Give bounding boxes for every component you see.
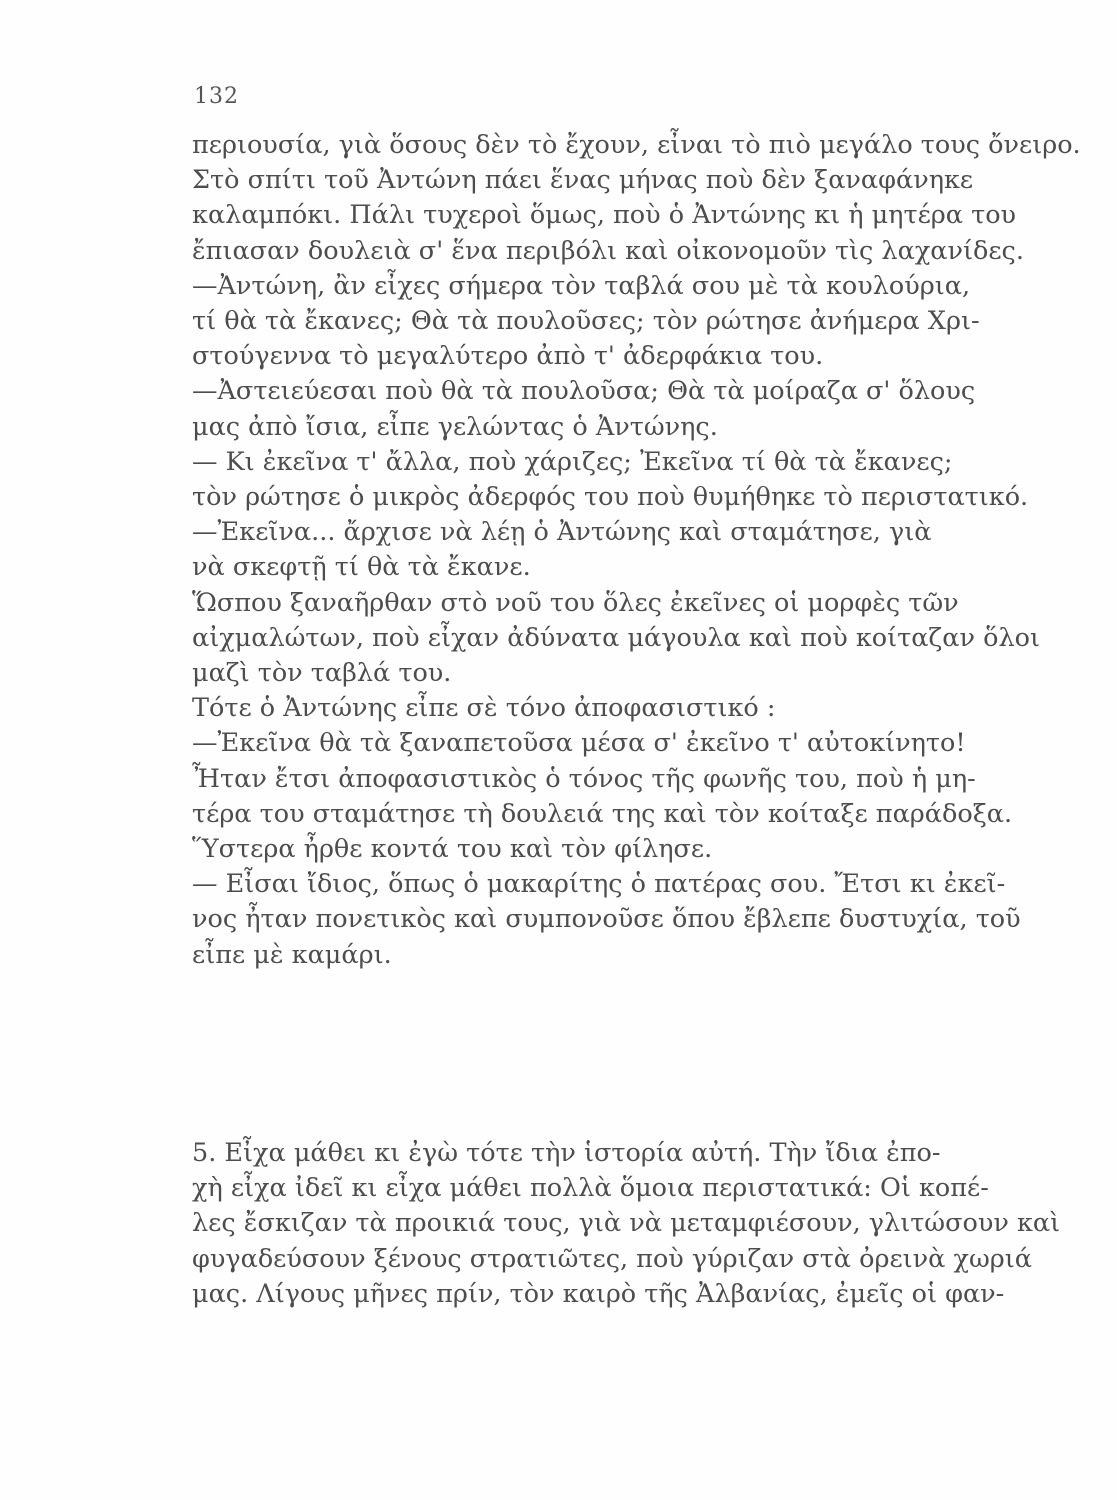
page-number: 132 (194, 84, 239, 109)
text-line: ἔπιασαν δουλειὰ σ' ἕνα περιβόλι καὶ οἰκονομοῦν τὶς λαχανίδες. (192, 235, 1024, 266)
section-5-text (192, 1136, 1061, 1312)
text-line: χὴ εἶχα ἰδεῖ κι εἶχα μάθει πολλὰ ὅμοια περιστατικά: Οἱ κοπέ- (192, 1173, 989, 1204)
text-line: Ὥσπου ξαναῆρθαν στὸ νοῦ του ὅλες ἐκεῖνες οἱ μορφὲς τῶν (192, 587, 959, 618)
text-line: Στὸ σπίτι τοῦ Ἀντώνη πάει ἕνας μήνας ποὺ δὲν ξαναφάνηκε (192, 165, 974, 196)
text-line: Ἦταν ἔτσι ἀποφασιστικὸς ὁ τόνος τῆς φωνῆς του, ποὺ ἡ μη- (192, 763, 976, 794)
text-line: νος ἦταν πονετικὸς καὶ συμπονοῦσε ὅπου ἔβλεπε δυστυχία, τοῦ (192, 904, 1021, 935)
text-line: — Κι ἐκεῖνα τ' ἄλλα, ποὺ χάριζες; Ἐκεῖνα τί θὰ τὰ ἔκανες; (192, 446, 953, 477)
text-line: στούγεννα τὸ μεγαλύτερο ἀπὸ τ' ἀδερφάκια του. (192, 341, 824, 372)
text-line: νὰ σκεφτῇ τί θὰ τὰ ἔκανε. (192, 552, 531, 583)
text-line: εἶπε μὲ καμάρι. (192, 939, 392, 970)
text-line: —Ἐκεῖνα... ἄρχισε νὰ λέῃ ὁ Ἀντώνης καὶ σταμάτησε, γιὰ (192, 517, 932, 548)
text-line: —Ἀντώνη, ἂν εἶχες σήμερα τὸν ταβλά σου μὲ τὰ κουλούρια, (192, 270, 971, 301)
text-line: τί θὰ τὰ ἔκανες; Θὰ τὰ πουλοῦσες; τὸν ρώτησε ἀνήμερα Χρι- (192, 306, 980, 337)
text-line: τὸν ρώτησε ὁ μικρὸς ἀδερφός του ποὺ θυμήθηκε τὸ περιστατικό. (192, 482, 1029, 513)
text-line: Τότε ὁ Ἀντώνης εἶπε σὲ τόνο ἀποφασιστικό : (192, 693, 776, 724)
text-line: —Ἐκεῖνα θὰ τὰ ξαναπετοῦσα μέσα σ' ἐκεῖνο τ' αὐτοκίνητο! (192, 728, 966, 759)
text-line: 5. Εἶχα μάθει κι ἐγὼ τότε τὴν ἱστορία αὐτή. Τὴν ἴδια ἐπο- (192, 1138, 941, 1168)
text-line: λες ἔσκιζαν τὰ προικιά τους, γιὰ νὰ μεταμφιέσουν, γλιτώσουν καὶ (192, 1208, 1061, 1239)
body-text (192, 128, 1081, 973)
text-line: μας. Λίγους μῆνες πρίν, τὸν καιρὸ τῆς Ἀλβανίας, ἐμεῖς οἱ φαν- (192, 1278, 1005, 1309)
text-line: —Ἀστειεύεσαι ποὺ θὰ τὰ πουλοῦσα; Θὰ τὰ μοίραζα σ' ὅλους (192, 376, 976, 407)
text-line: — Εἶσαι ἴδιος, ὅπως ὁ μακαρίτης ὁ πατέρας σου. Ἔτσι κι ἐκεῖ- (192, 869, 1006, 900)
text-line: μαζὶ τὸν ταβλά του. (192, 658, 452, 689)
text-line: φυγαδεύσουν ξένους στρατιῶτες, ποὺ γύριζαν στὰ ὀρεινὰ χωριά (192, 1243, 1032, 1274)
text-line: τέρα του σταμάτησε τὴ δουλειά της καὶ τὸν κοίταξε παράδοξα. (192, 798, 1013, 829)
text-line: περιουσία, γιὰ ὅσους δὲν τὸ ἔχουν, εἶναι τὸ πιὸ μεγάλο τους ὄνειρο. (192, 130, 1081, 160)
text-line: αἰχμαλώτων, ποὺ εἶχαν ἀδύνατα μάγουλα καὶ ποὺ κοίταζαν ὅλοι (192, 622, 1040, 653)
text-line: καλαμπόκι. Πάλι τυχεροὶ ὅμως, ποὺ ὁ Ἀντώνης κι ἡ μητέρα του (192, 200, 1017, 231)
text-line: Ὕστερα ἦρθε κοντά του καὶ τὸν φίλησε. (192, 834, 713, 865)
text-line: μας ἀπὸ ἴσια, εἶπε γελώντας ὁ Ἀντώνης. (192, 411, 718, 442)
